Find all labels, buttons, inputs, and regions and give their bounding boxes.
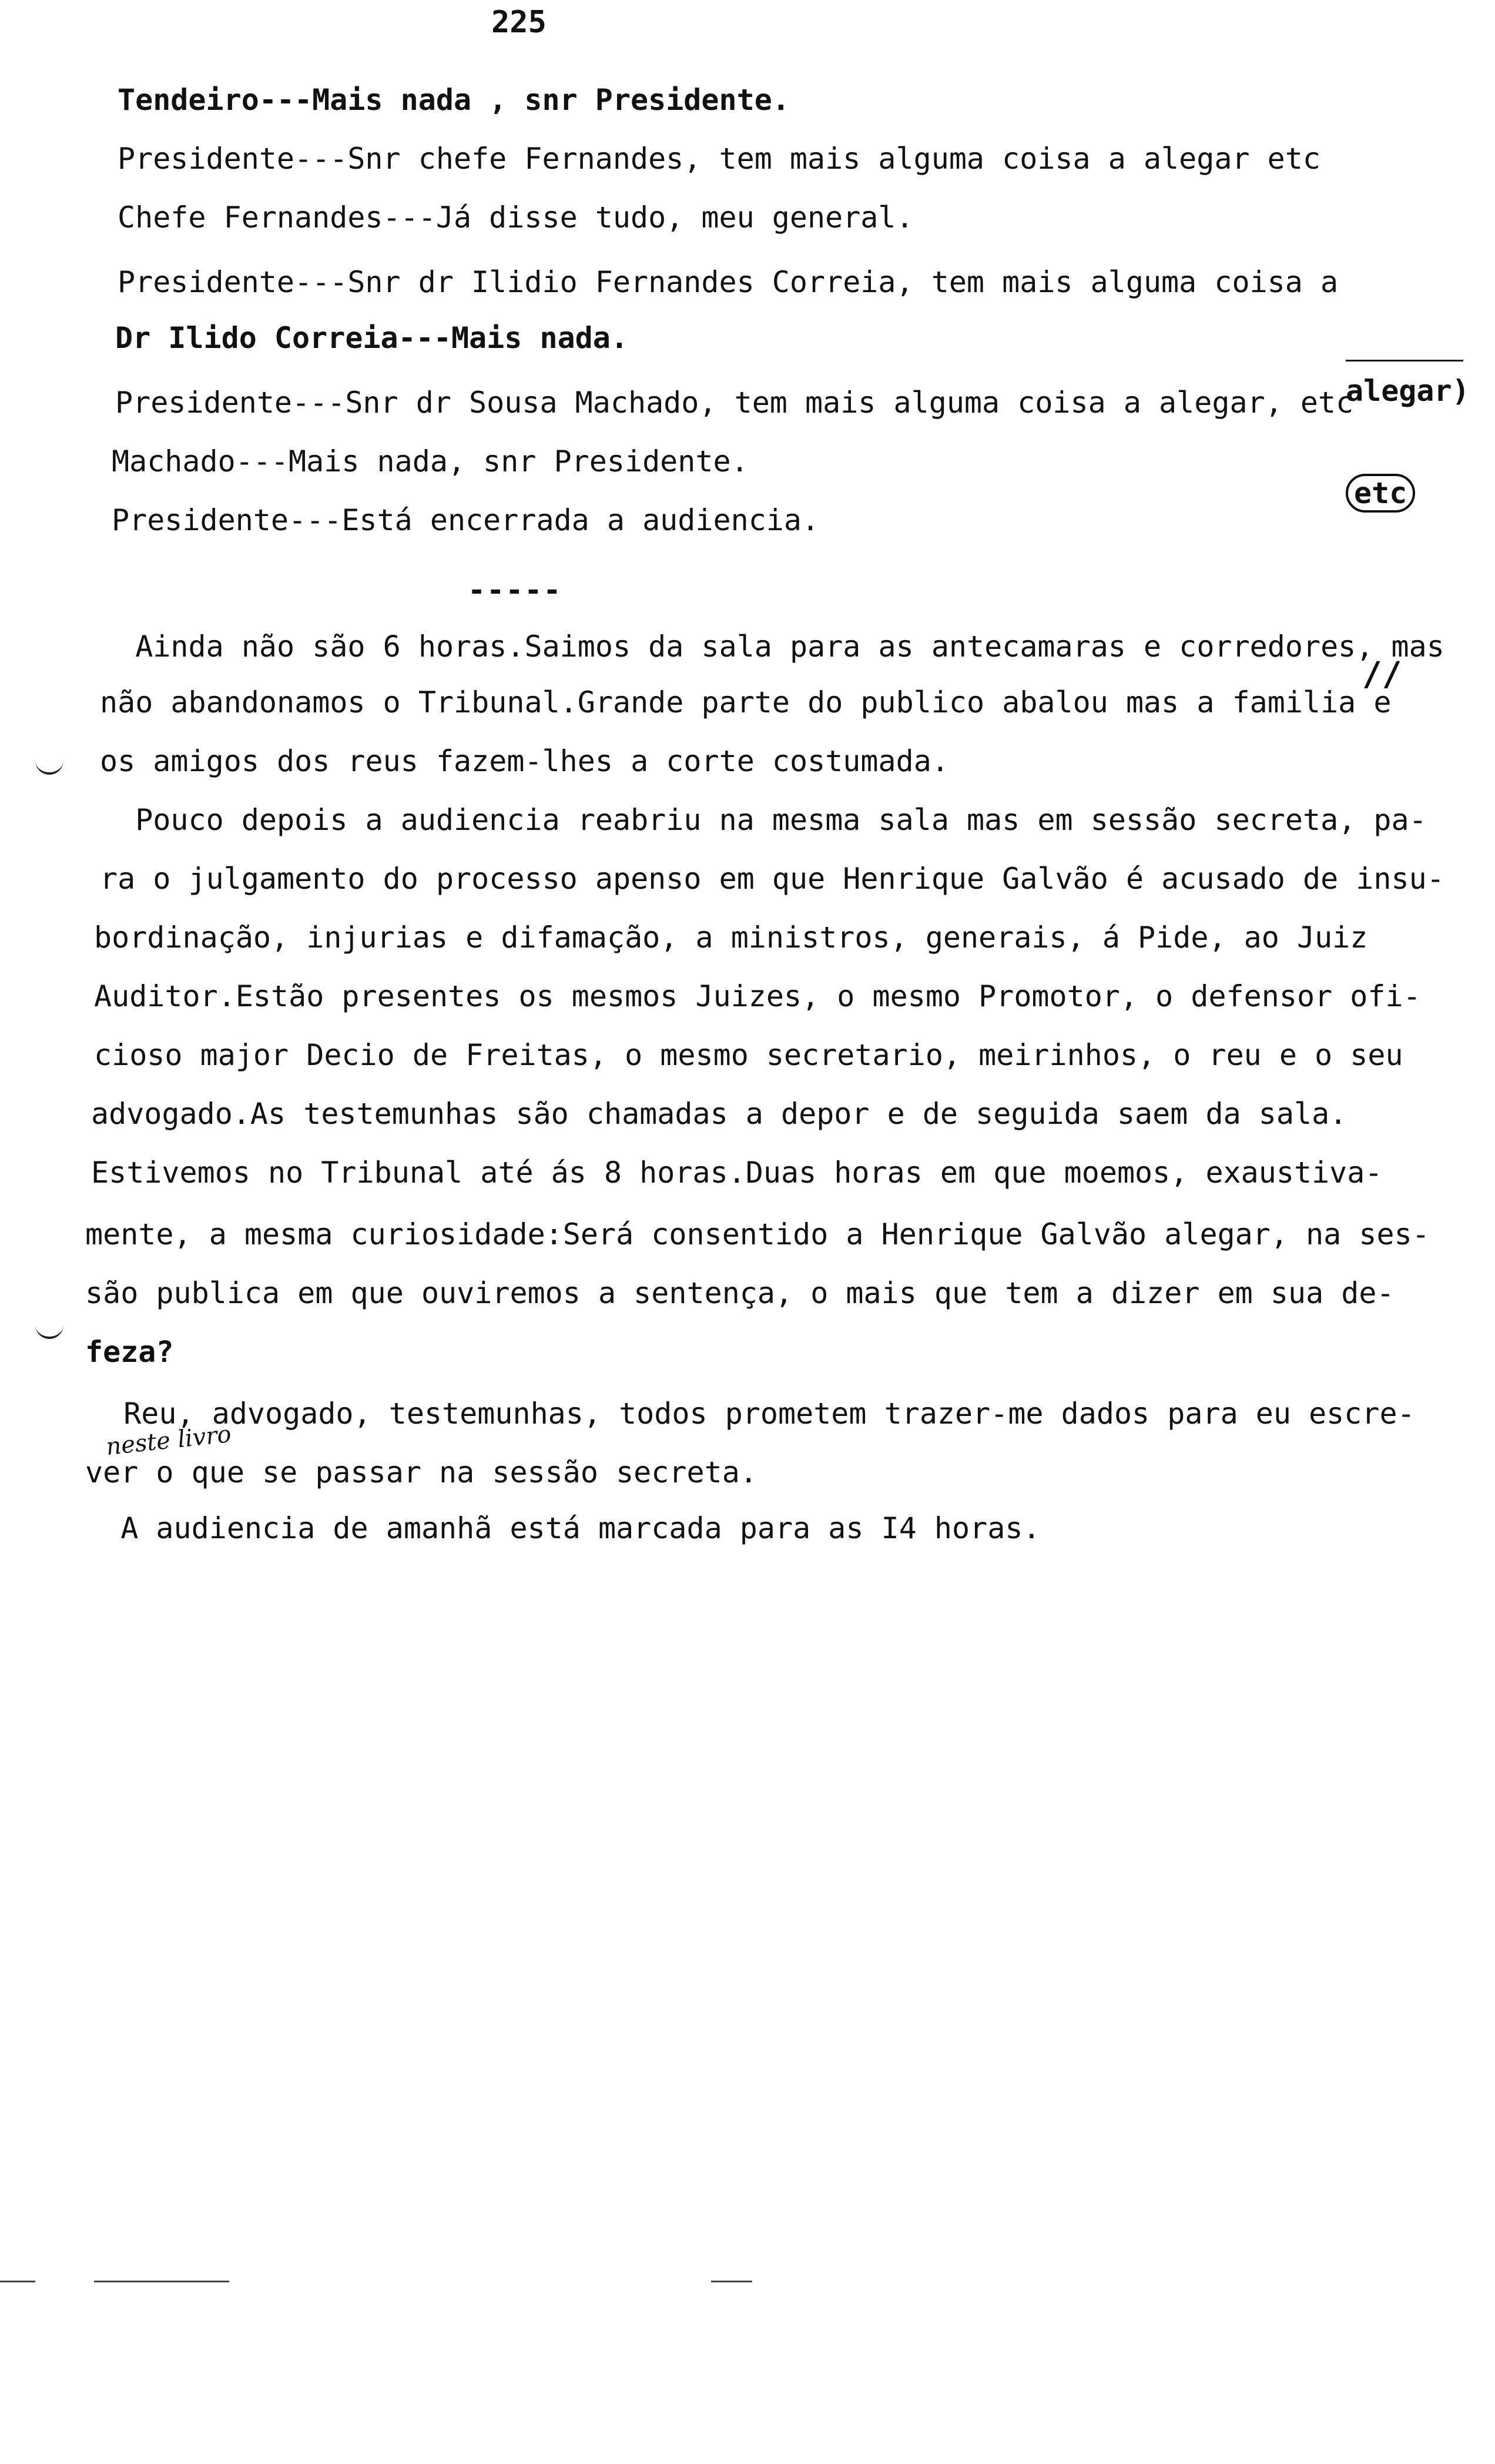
dialogue-line: Presidente---Snr dr Ilidio Fernandes Correia, tem mais alguma coisa a <box>118 265 1339 299</box>
paragraph-line: Reu, advogado, testemunhas, todos prometem trazer-me dados para eu escre- <box>88 1397 1415 1431</box>
dialogue-line: Presidente---Snr dr Sousa Machado, tem mais alguma coisa a alegar, etc <box>115 386 1354 420</box>
margin-annotation-word: alegar) <box>1346 374 1470 408</box>
correction-mark: // <box>1362 655 1402 694</box>
footer-mark <box>94 2281 229 2282</box>
paragraph-line: bordinação, injurias e difamação, a ministros, generais, á Pide, ao Juiz <box>94 920 1368 955</box>
margin-tick-mark <box>35 1323 63 1339</box>
paragraph-line: A audiencia de amanhã está marcada para as I4 horas. <box>85 1511 1041 1545</box>
paragraph-line: Estivemos no Tribunal até ás 8 horas.Duas horas em que moemos, exaustiva- <box>91 1156 1383 1190</box>
margin-annotation <box>1346 306 1470 578</box>
paragraph-line: não abandonamos o Tribunal.Grande parte do publico abalou mas a familia e <box>100 685 1392 719</box>
margin-annotation-circled <box>1346 476 1470 510</box>
dialogue-line: Presidente---Está encerrada a audiencia. <box>112 503 820 537</box>
margin-underline <box>1346 360 1463 361</box>
paragraph-line: feza? <box>85 1335 174 1369</box>
paragraph-line: Ainda não são 6 horas.Saimos da sala para as antecamaras e corredores, mas <box>100 630 1444 664</box>
dialogue-line: Chefe Fernandes---Já disse tudo, meu general. <box>118 200 914 235</box>
circled-word: etc <box>1346 474 1415 513</box>
page-number: 225 <box>491 5 547 40</box>
dialogue-line: Tendeiro---Mais nada , snr Presidente. <box>118 83 790 117</box>
dialogue-line: Machado---Mais nada, snr Presidente. <box>112 444 749 478</box>
paragraph-line: Pouco depois a audiencia reabriu na mesma sala mas em sessão secreta, pa- <box>100 803 1427 837</box>
dialogue-line: Presidente---Snr chefe Fernandes, tem mais alguma coisa a alegar etc <box>118 142 1320 176</box>
footer-mark <box>711 2281 752 2282</box>
paragraph-line: ra o julgamento do processo apenso em que Henrique Galvão é acusado de insu- <box>100 862 1444 896</box>
dialogue-line: Dr Ilido Correia---Mais nada. <box>115 321 628 355</box>
footer-mark <box>0 2281 35 2282</box>
paragraph-line: são publica em que ouviremos a sentença, o mais que tem a dizer em sua de- <box>85 1276 1395 1310</box>
separator: ----- <box>468 573 562 607</box>
paragraph-line: os amigos dos reus fazem-lhes a corte costumada. <box>100 744 949 778</box>
handwritten-insertion: neste livro <box>105 1420 233 1461</box>
paragraph-line: Auditor.Estão presentes os mesmos Juizes, o mesmo Promotor, o defensor ofi- <box>94 979 1421 1013</box>
paragraph-line: cioso major Decio de Freitas, o mesmo secretario, meirinhos, o reu e o seu <box>94 1038 1403 1072</box>
paragraph-line: advogado.As testemunhas são chamadas a depor e de seguida saem da sala. <box>91 1097 1347 1131</box>
paragraph-line: mente, a mesma curiosidade:Será consentido a Henrique Galvão alegar, na ses- <box>85 1217 1430 1251</box>
margin-tick-mark <box>35 758 63 775</box>
paragraph-line: ver o que se passar na sessão secreta. <box>85 1455 757 1489</box>
